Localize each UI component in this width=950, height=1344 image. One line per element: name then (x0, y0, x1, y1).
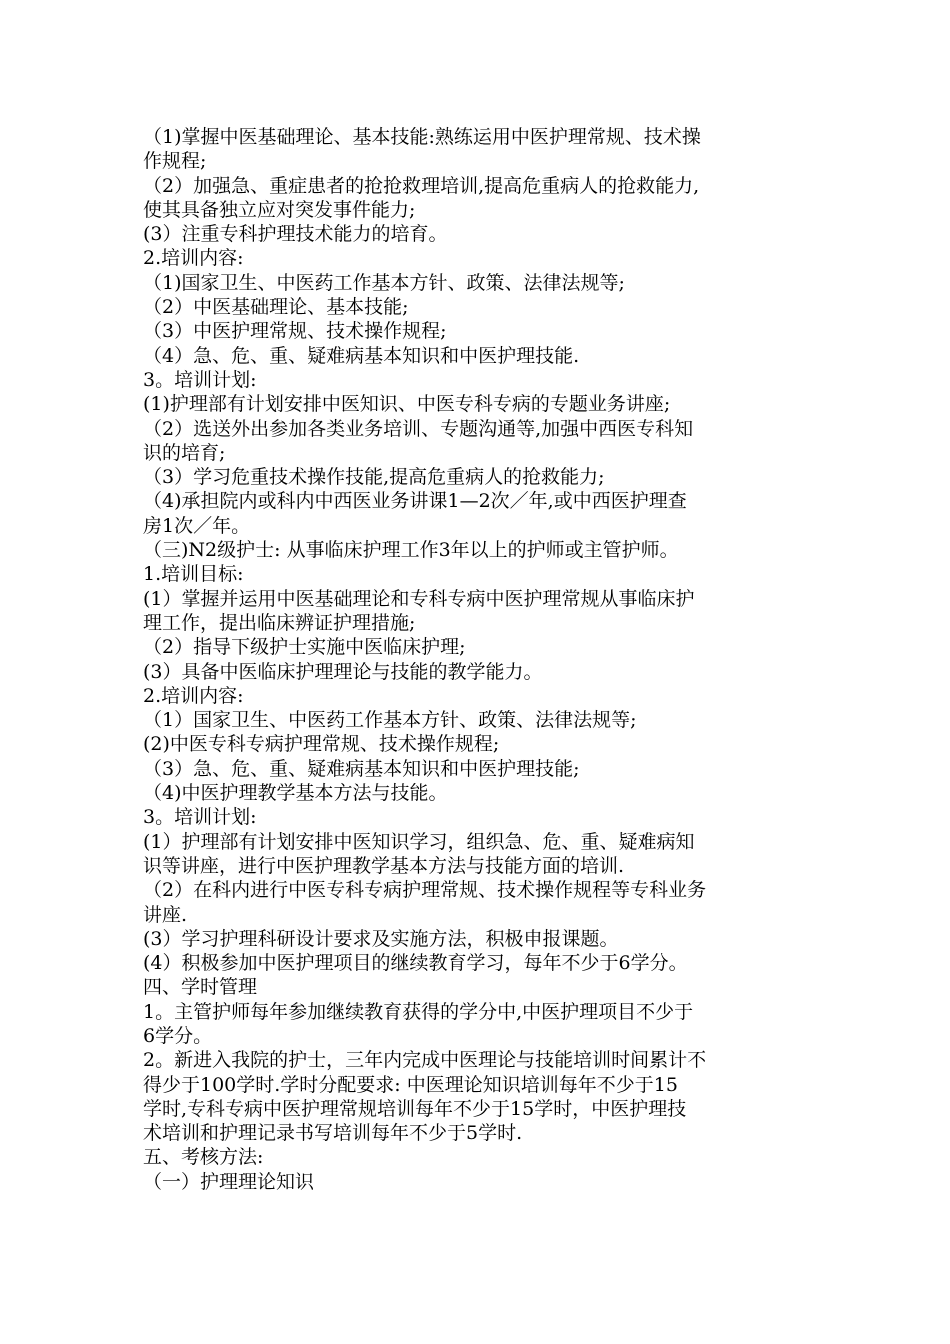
text-line: (3）注重专科护理技术能力的培育。 (143, 223, 448, 246)
text-line: 识的培育; (143, 441, 226, 464)
text-line: (1）护理部有计划安排中医知识学习，组织急、危、重、疑难病知 (143, 830, 695, 853)
text-line: 2.培训内容: (143, 684, 244, 707)
text-line: (4）积极参加中医护理项目的继续教育学习，每年不少于6学分。 (143, 952, 688, 975)
text-line: 讲座. (143, 903, 188, 926)
text-line: 五、考核方法: (143, 1146, 264, 1169)
text-line: （4）急、危、重、疑难病基本知识和中医护理技能. (143, 344, 580, 367)
text-line: （3）学习危重技术操作技能,提高危重病人的抢救能力; (143, 466, 605, 489)
text-line: （三)N2级护士: 从事临床护理工作3年以上的护师或主管护师。 (143, 539, 679, 562)
text-line: （2）加强急、重症患者的抢抢救理培训,提高危重病人的抢救能力, (143, 174, 700, 197)
text-line: 得少于100学时.学时分配要求: 中医理论知识培训每年不少于15 (143, 1073, 678, 1096)
text-line: 理工作，提出临床辨证护理措施; (143, 611, 416, 634)
text-line: 2。新进入我院的护士，三年内完成中医理论与技能培训时间累计不 (143, 1049, 707, 1072)
text-line: 使其具备独立应对突发事件能力; (143, 198, 416, 221)
text-line: (3）学习护理科研设计要求及实施方法，积极申报课题。 (143, 927, 619, 950)
text-line: 作规程; (143, 150, 207, 173)
text-line: （2）中医基础理论、基本技能; (143, 296, 409, 319)
text-line: （2）选送外出参加各类业务培训、专题沟通等,加强中西医专科知 (143, 417, 694, 440)
text-line: 识等讲座，进行中医护理教学基本方法与技能方面的培训. (143, 854, 625, 877)
text-line: 1。主管护师每年参加继续教育获得的学分中,中医护理项目不少于 (143, 1000, 694, 1023)
text-line: （4)承担院内或科内中西医业务讲课1—2次／年,或中西医护理查 (143, 490, 687, 513)
text-line: (2)中医专科专病护理常规、技术操作规程; (143, 733, 500, 756)
text-line: 3。培训计划: (143, 806, 257, 829)
text-line: 术培训和护理记录书写培训每年不少于5学时. (143, 1122, 523, 1145)
text-line: （1)掌握中医基础理论、基本技能:熟练运用中医护理常规、技术操 (143, 126, 701, 148)
text-line: （3）中医护理常规、技术操作规程; (143, 320, 447, 343)
text-line: 四、学时管理 (143, 976, 258, 999)
text-line: (1)护理部有计划安排中医知识、中医专科专病的专题业务讲座; (143, 393, 671, 416)
text-line: 3。培训计划: (143, 368, 257, 391)
text-line: （1）国家卫生、中医药工作基本方针、政策、法律法规等; (143, 709, 637, 732)
text-line: （2）在科内进行中医专科专病护理常规、技术操作规程等专科业务 (143, 879, 707, 902)
text-line: 6学分。 (143, 1024, 213, 1047)
text-line: （1)国家卫生、中医药工作基本方针、政策、法律法规等; (143, 271, 625, 294)
text-line: （4)中医护理教学基本方法与技能。 (143, 782, 448, 805)
text-line: 房1次／年。 (143, 514, 251, 537)
text-line: （3）急、危、重、疑难病基本知识和中医护理技能; (143, 757, 580, 780)
text-line: 1.培训目标: (143, 563, 244, 586)
text-line: （2）指导下级护士实施中医临床护理; (143, 636, 466, 659)
text-line: (1）掌握并运用中医基础理论和专科专病中医护理常规从事临床护 (143, 587, 695, 610)
document-body (143, 125, 813, 1194)
text-line: 2.培训内容: (143, 247, 244, 270)
text-line: 学时,专科专病中医护理常规培训每年不少于15学时，中医护理技 (143, 1097, 687, 1120)
text-line: （一）护理理论知识 (143, 1170, 315, 1193)
text-line: (3）具备中医临床护理理论与技能的教学能力。 (143, 660, 543, 683)
